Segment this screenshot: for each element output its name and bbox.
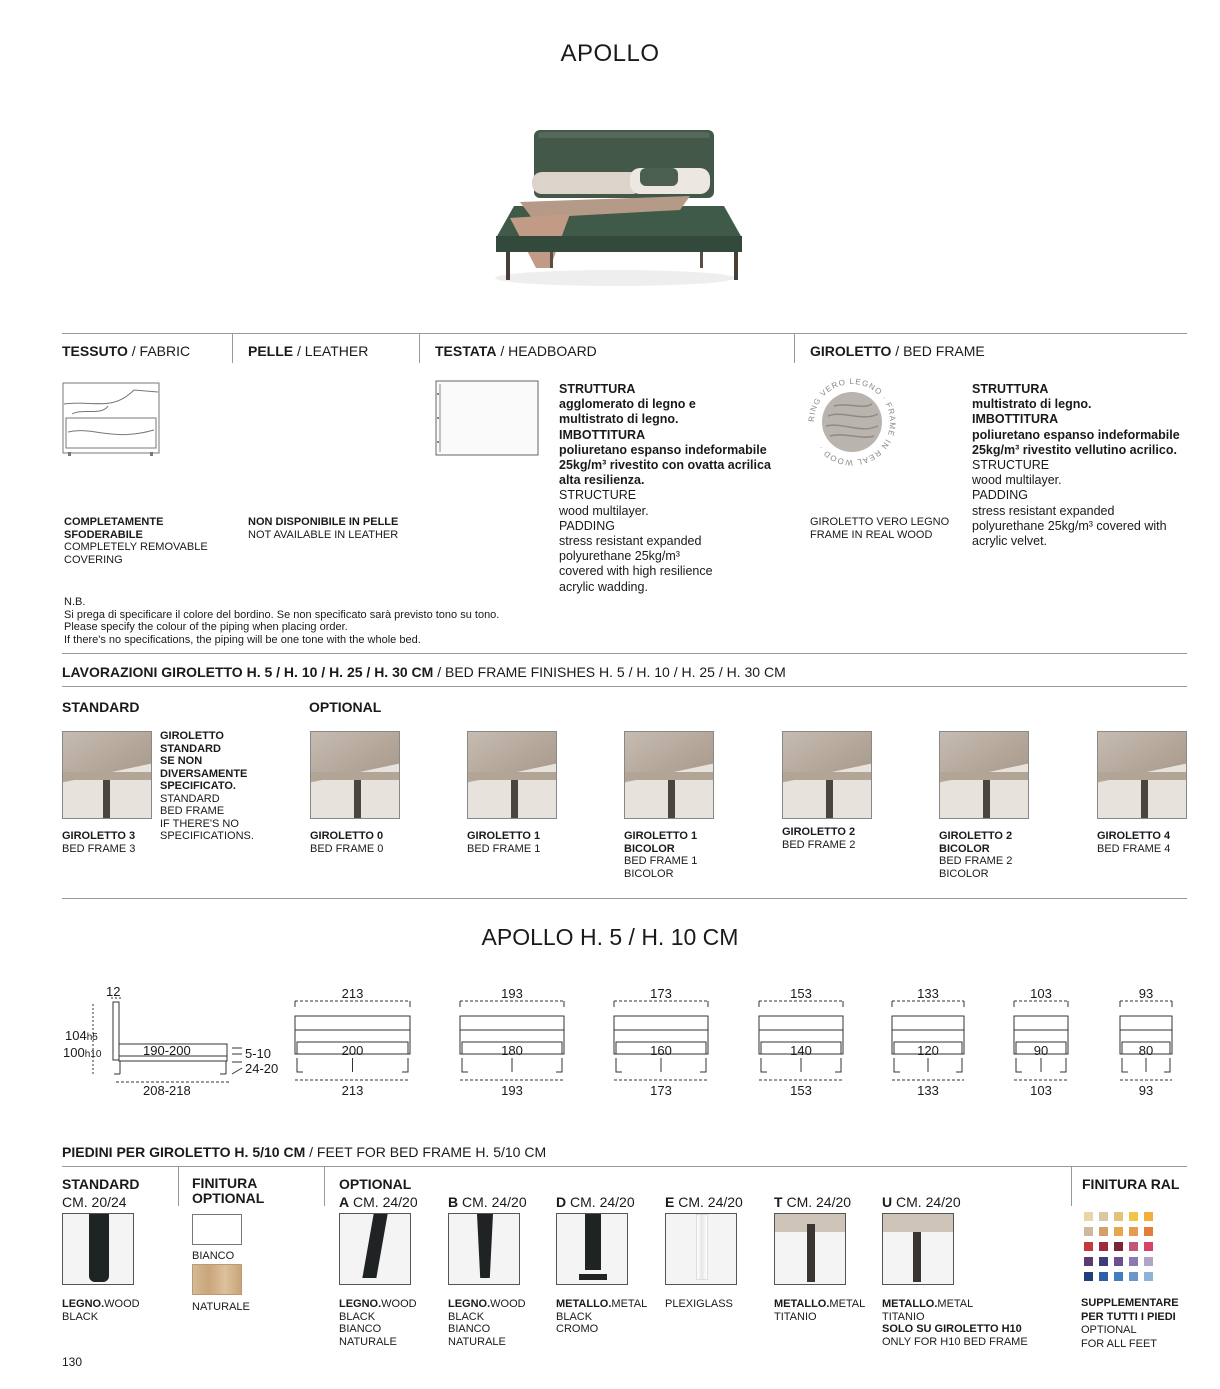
bed-mattress-dim: 200 <box>341 1043 364 1058</box>
spec-line: polyurethane 25kg/m³ covered with <box>972 518 1167 533</box>
caption-line: GIROLETTO 1 <box>624 830 698 842</box>
caption-line: BICOLOR <box>939 842 990 855</box>
spec-line: STRUCTURE <box>972 458 1050 473</box>
spec-line: IMBOTTITURA <box>559 427 646 442</box>
bedframe-heading: GIROLETTO / BED FRAME <box>810 343 985 359</box>
side-frame-dim-1: 5-10 <box>245 1046 272 1061</box>
bed-bottom-dim: 93 <box>1138 1083 1154 1098</box>
spec-line: poliuretano espanso indeformabile <box>972 427 1180 442</box>
bed-frame-finish-photo <box>310 731 400 819</box>
foot-option-title <box>448 1194 527 1210</box>
caption-rest: METAL <box>937 1298 974 1310</box>
foot-option-title <box>882 1194 961 1210</box>
foot-option-image <box>556 1213 628 1285</box>
ral-swatch <box>1099 1257 1108 1266</box>
fabric-heading: TESSUTO / FABRIC <box>62 343 191 359</box>
ral-title: FINITURA RAL <box>1082 1176 1180 1192</box>
feet-optional-title: OPTIONAL <box>339 1176 412 1192</box>
real-wood-seal-icon <box>806 376 898 468</box>
feet-heading: PIEDINI PER GIROLETTO H. 5/10 CM / FEET FOR BED FRAME H. 5/10 CM <box>62 1144 547 1160</box>
caption-line: ONLY FOR H10 BED FRAME <box>882 1335 1028 1348</box>
bed-mattress-dim: 80 <box>1138 1043 1154 1058</box>
leather-heading: PELLE / LEATHER <box>248 343 369 359</box>
caption-line: SOLO SU GIROLETTO H10 <box>882 1323 1022 1335</box>
caption-line: BED FRAME 2 <box>939 855 1013 867</box>
ral-swatch <box>1144 1272 1153 1281</box>
bed-mattress-dim: 140 <box>790 1043 812 1058</box>
bed-plan-outline <box>456 996 570 1086</box>
foot-option-letter: B <box>448 1194 459 1210</box>
standard-frame-note <box>160 730 254 843</box>
bed-top-dim: 213 <box>341 986 364 1001</box>
caption-rest: WOOD <box>381 1298 417 1310</box>
ral-swatch <box>1144 1257 1153 1266</box>
spec-line: acrylic wadding. <box>559 579 648 594</box>
svg-text:RING VERO LEGNO · FRAME IN REA: RING VERO LEGNO · FRAME IN REAL WOOD · <box>806 376 898 468</box>
frame-edge <box>1098 772 1187 780</box>
caption-bold: METALLO. <box>556 1298 612 1310</box>
ral-swatch <box>1099 1272 1108 1281</box>
frame-edge <box>311 772 400 780</box>
foot-option-title <box>665 1194 743 1210</box>
foot-option-image <box>882 1213 954 1285</box>
spec-line: polyurethane 25kg/m³ <box>559 549 680 564</box>
ral-swatch <box>1129 1242 1138 1251</box>
spec-line: stress resistant expanded <box>559 534 702 549</box>
bed-bottom-dim: 173 <box>650 1083 672 1098</box>
caption-line: GIROLETTO 4 <box>1097 830 1171 842</box>
ral-swatch <box>1144 1242 1153 1251</box>
foot-leg <box>696 1214 708 1280</box>
ral-swatch <box>1084 1242 1093 1251</box>
ral-swatch <box>1144 1212 1153 1221</box>
optional-label: OPTIONAL <box>309 699 382 715</box>
bed-frame-finish-photo <box>62 731 152 819</box>
caption-line: BICOLOR <box>939 867 989 880</box>
ral-swatch <box>1099 1227 1108 1236</box>
spec-line: SPECIFICATIONS. <box>160 830 254 842</box>
ral-swatch <box>1099 1242 1108 1251</box>
caption-bold: METALLO. <box>774 1298 830 1310</box>
leg <box>1141 780 1148 819</box>
bed-bottom-dim: 213 <box>341 1083 364 1098</box>
finish-caption <box>310 830 383 855</box>
spec-line: covered with high resilience <box>559 564 713 579</box>
bed-top-dim: 103 <box>1030 986 1052 1001</box>
caption-line: BIANCO <box>448 1323 491 1335</box>
bed-frame-finish-photo <box>624 731 714 819</box>
caption-line <box>448 1298 526 1311</box>
leather-note: NON DISPONIBILE IN PELLE NOT AVAILABLE IN LEATHER <box>248 516 399 541</box>
leg <box>668 780 675 819</box>
bed-frame-finish-photo <box>939 731 1029 819</box>
foot-option-caption <box>556 1298 647 1336</box>
foot-option-title <box>556 1194 635 1210</box>
finish-optional-title: FINITURA OPTIONAL <box>192 1175 265 1206</box>
foot-leg <box>913 1232 921 1282</box>
bed-bottom-dim: 153 <box>790 1083 812 1098</box>
leg <box>354 780 361 819</box>
bed-top-dim: 193 <box>501 986 523 1001</box>
foot-option-letter: A <box>339 1194 350 1210</box>
bed-top-dim: 173 <box>650 986 672 1001</box>
foot-base <box>579 1274 607 1280</box>
foot-leg <box>585 1214 601 1270</box>
caption-line: GIROLETTO 0 <box>310 830 384 842</box>
caption-line: BED FRAME 3 <box>62 842 136 855</box>
foot-option-size: CM. 24/20 <box>566 1194 635 1210</box>
foot-option-size: CM. 24/20 <box>782 1194 852 1210</box>
caption-line: BLACK <box>339 1310 376 1323</box>
caption-line: GIROLETTO 1 <box>467 830 541 842</box>
side-length-dim: 190-200 <box>143 1043 191 1058</box>
spec-line: STANDARD <box>160 742 221 755</box>
standard-foot-image <box>62 1213 134 1285</box>
spec-line: STANDARD <box>160 792 220 805</box>
foot-option-caption <box>339 1298 417 1348</box>
leg <box>103 780 110 819</box>
foot-option-caption <box>774 1298 865 1323</box>
bed-plan-outline <box>888 996 970 1086</box>
ral-swatch <box>1114 1257 1123 1266</box>
bed-frame-finish-photo <box>782 731 872 819</box>
caption-line: GIROLETTO 2 <box>939 830 1013 842</box>
side-frame-dim-2: 24-20 <box>245 1061 279 1076</box>
ral-swatch <box>1129 1212 1138 1221</box>
caption-bold: LEGNO. <box>339 1298 382 1310</box>
foot-option-size: CM. 24/20 <box>892 1194 961 1210</box>
caption-line: PLEXIGLASS <box>665 1298 733 1310</box>
headboard-heading: TESTATA / HEADBOARD <box>435 343 597 359</box>
caption-line <box>339 1298 417 1311</box>
frame-edge <box>468 772 557 780</box>
foot-option-letter: T <box>774 1194 783 1210</box>
finish-caption <box>939 830 1012 880</box>
white-finish-swatch <box>192 1214 242 1245</box>
ral-note: SUPPLEMENTARE PER TUTTI I PIEDI OPTIONAL FOR ALL FEET <box>1081 1297 1179 1350</box>
caption-line: BED FRAME 1 <box>467 842 541 855</box>
bed-plan-outline <box>610 996 714 1086</box>
feet-standard-title: STANDARD <box>62 1176 140 1192</box>
ral-swatch <box>1084 1257 1093 1266</box>
headboard-sketch <box>434 380 540 456</box>
caption-rest: WOOD <box>490 1298 526 1310</box>
finish-caption <box>467 830 540 855</box>
bed-bottom-dim: 133 <box>917 1083 939 1098</box>
spec-line: IF THERE'S NO <box>160 817 239 830</box>
bed-bottom-dim: 103 <box>1030 1083 1052 1098</box>
fabric-note: COMPLETAMENTE SFODERABILE COMPLETELY REMOVABLE COVERING <box>64 516 208 566</box>
spec-line: 25kg/m³ rivestito con ovatta acrilica <box>559 458 771 473</box>
ral-swatch <box>1114 1212 1123 1221</box>
caption-line: BICOLOR <box>624 842 675 855</box>
fabric-sketch <box>62 382 160 458</box>
spec-line: SE NON <box>160 755 203 767</box>
ral-swatch <box>1129 1227 1138 1236</box>
caption-line <box>556 1298 647 1311</box>
frame-edge <box>625 772 714 780</box>
caption-line: BLACK <box>556 1310 593 1323</box>
caption-line: GIROLETTO 3 <box>62 830 136 842</box>
caption-bold: METALLO. <box>882 1298 938 1310</box>
foot-option-image <box>774 1213 846 1285</box>
spec-line: GIROLETTO <box>160 730 224 742</box>
foot-option-image <box>665 1213 737 1285</box>
caption-line: CROMO <box>556 1323 599 1335</box>
caption-line: NATURALE <box>448 1335 506 1348</box>
finish-caption <box>782 826 855 851</box>
spec-line: alta resilienza. <box>559 473 645 488</box>
caption-line: BICOLOR <box>624 867 674 880</box>
spec-line: wood multilayer. <box>559 503 649 518</box>
caption-line: TITANIO <box>774 1310 817 1323</box>
page-title: APOLLO <box>560 40 660 67</box>
ral-swatch <box>1099 1212 1108 1221</box>
spec-line: stress resistant expanded <box>972 503 1115 518</box>
spec-line: DIVERSAMENTE <box>160 767 248 780</box>
nb-note: N.B. Si prega di specificare il colore del bordino. Se non specificato sarà previsto tono su tono. Please specify the colour of the piping when placing order. If there's no specifications, the piping will be one tone with the whole bed. <box>64 596 500 646</box>
foot-leg <box>807 1224 815 1282</box>
spec-line: wood multilayer. <box>972 473 1062 488</box>
foot-option-title <box>774 1194 851 1210</box>
leg <box>826 780 833 819</box>
leg <box>511 780 518 819</box>
bed-mattress-dim: 180 <box>501 1043 523 1058</box>
foot-option-size: CM. 24/20 <box>349 1194 418 1210</box>
bed-plan-outline <box>755 996 849 1086</box>
feet-standard-size: CM. 20/24 <box>62 1194 127 1210</box>
caption-rest: METAL <box>829 1298 866 1310</box>
spec-line: PADDING <box>559 518 616 533</box>
headboard-spec <box>559 382 771 595</box>
dimensions-title: APOLLO H. 5 / H. 10 CM <box>481 924 739 950</box>
caption-line: BED FRAME 2 <box>782 838 856 851</box>
foot-option-letter: D <box>556 1194 567 1210</box>
caption-bold: LEGNO. <box>448 1298 491 1310</box>
side-top-dim: 12 <box>106 984 121 999</box>
caption-line: TITANIO <box>882 1310 925 1323</box>
side-total-dim: 208-218 <box>143 1083 191 1098</box>
bed-top-dim: 93 <box>1138 986 1154 1001</box>
foot-leg <box>477 1214 493 1278</box>
bed-top-dim: 153 <box>790 986 812 1001</box>
finishes-heading: LAVORAZIONI GIROLETTO H. 5 / H. 10 / H. 25 / H. 30 CM / BED FRAME FINISHES H. 5 / H. 10 / H. 25 / H. 30 CM <box>62 664 786 680</box>
foot-option-title <box>339 1194 418 1210</box>
ral-swatch <box>1129 1272 1138 1281</box>
spec-line: IMBOTTITURA <box>972 412 1059 427</box>
foot-option-size: CM. 24/20 <box>674 1194 743 1210</box>
leg <box>983 780 990 819</box>
bed-mattress-dim: 90 <box>1033 1043 1049 1058</box>
caption-line: BLACK <box>448 1310 485 1323</box>
standard-label: STANDARD <box>62 699 140 715</box>
natural-finish-swatch <box>192 1264 242 1295</box>
page-number: 130 <box>62 1355 83 1369</box>
spec-line: multistrato di legno. <box>559 412 679 427</box>
frame-edge <box>940 772 1029 780</box>
frame-edge <box>783 772 872 780</box>
bed-bottom-dim: 193 <box>501 1083 523 1098</box>
bed-mattress-dim: 160 <box>650 1043 672 1058</box>
foot-option-image <box>339 1213 411 1285</box>
foot-option-caption <box>882 1298 1028 1348</box>
spec-line: STRUTTURA <box>972 382 1049 396</box>
foot-option-caption <box>448 1298 526 1348</box>
spec-line: poliuretano espanso indeformabile <box>559 442 767 457</box>
bed-mattress-dim: 120 <box>917 1043 939 1058</box>
ral-swatch <box>1114 1227 1123 1236</box>
foot-leg <box>362 1214 387 1278</box>
spec-line: multistrato di legno. <box>972 397 1092 412</box>
ral-swatch <box>1129 1257 1138 1266</box>
foot-option-size: CM. 24/20 <box>458 1194 527 1210</box>
spec-line: STRUCTURE <box>559 488 637 503</box>
caption-line: BED FRAME 4 <box>1097 842 1171 855</box>
foot-option-image <box>448 1213 520 1285</box>
caption-line: BED FRAME 1 <box>624 855 698 867</box>
ral-swatch <box>1114 1242 1123 1251</box>
ral-swatch <box>1084 1227 1093 1236</box>
caption-line: NATURALE <box>339 1335 397 1348</box>
bed-plan-outline <box>1010 996 1074 1086</box>
ral-swatch <box>1084 1212 1093 1221</box>
caption-line: BIANCO <box>339 1323 382 1335</box>
bed-plan-outline <box>291 996 416 1086</box>
real-wood-note: GIROLETTO VERO LEGNO FRAME IN REAL WOOD <box>810 516 950 541</box>
bed-frame-finish-photo <box>467 731 557 819</box>
ral-swatch <box>1084 1272 1093 1281</box>
foot-option-letter: U <box>882 1194 893 1210</box>
spec-line: 25kg/m³ rivestito vellutino acrilico. <box>972 442 1177 457</box>
foot-option-caption <box>665 1298 733 1311</box>
frame-edge <box>63 772 152 780</box>
bedframe-spec <box>972 382 1180 549</box>
caption-line: BED FRAME 0 <box>310 842 384 855</box>
ral-swatch <box>1114 1272 1123 1281</box>
finish-caption <box>1097 830 1170 855</box>
side-h5-dim: 104h5 <box>65 1028 98 1043</box>
caption-line: GIROLETTO 2 <box>782 826 856 838</box>
side-h10-dim: 100h10 <box>63 1045 102 1060</box>
natural-finish-label: NATURALE <box>192 1301 250 1313</box>
caption-rest: METAL <box>611 1298 648 1310</box>
bed-photo <box>480 118 760 290</box>
standard-foot-caption: LEGNO.WOOD BLACK <box>62 1298 140 1323</box>
bed-plan-outline <box>1116 996 1178 1086</box>
bed-top-dim: 133 <box>917 986 939 1001</box>
spec-line: SPECIFICATO. <box>160 780 236 792</box>
spec-line: acrylic velvet. <box>972 534 1048 549</box>
bed-corner <box>883 1214 954 1232</box>
caption-line <box>882 1298 1028 1311</box>
ral-swatch <box>1144 1227 1153 1236</box>
spec-line: PADDING <box>972 488 1029 503</box>
finish-caption <box>62 830 135 855</box>
spec-line: agglomerato di legno e <box>559 397 696 412</box>
finish-caption <box>624 830 697 880</box>
foot-option-letter: E <box>665 1194 675 1210</box>
white-finish-label: BIANCO <box>192 1250 235 1262</box>
spec-line: STRUTTURA <box>559 382 636 396</box>
bed-frame-finish-photo <box>1097 731 1187 819</box>
caption-line <box>774 1298 865 1311</box>
spec-line: BED FRAME <box>160 805 225 817</box>
